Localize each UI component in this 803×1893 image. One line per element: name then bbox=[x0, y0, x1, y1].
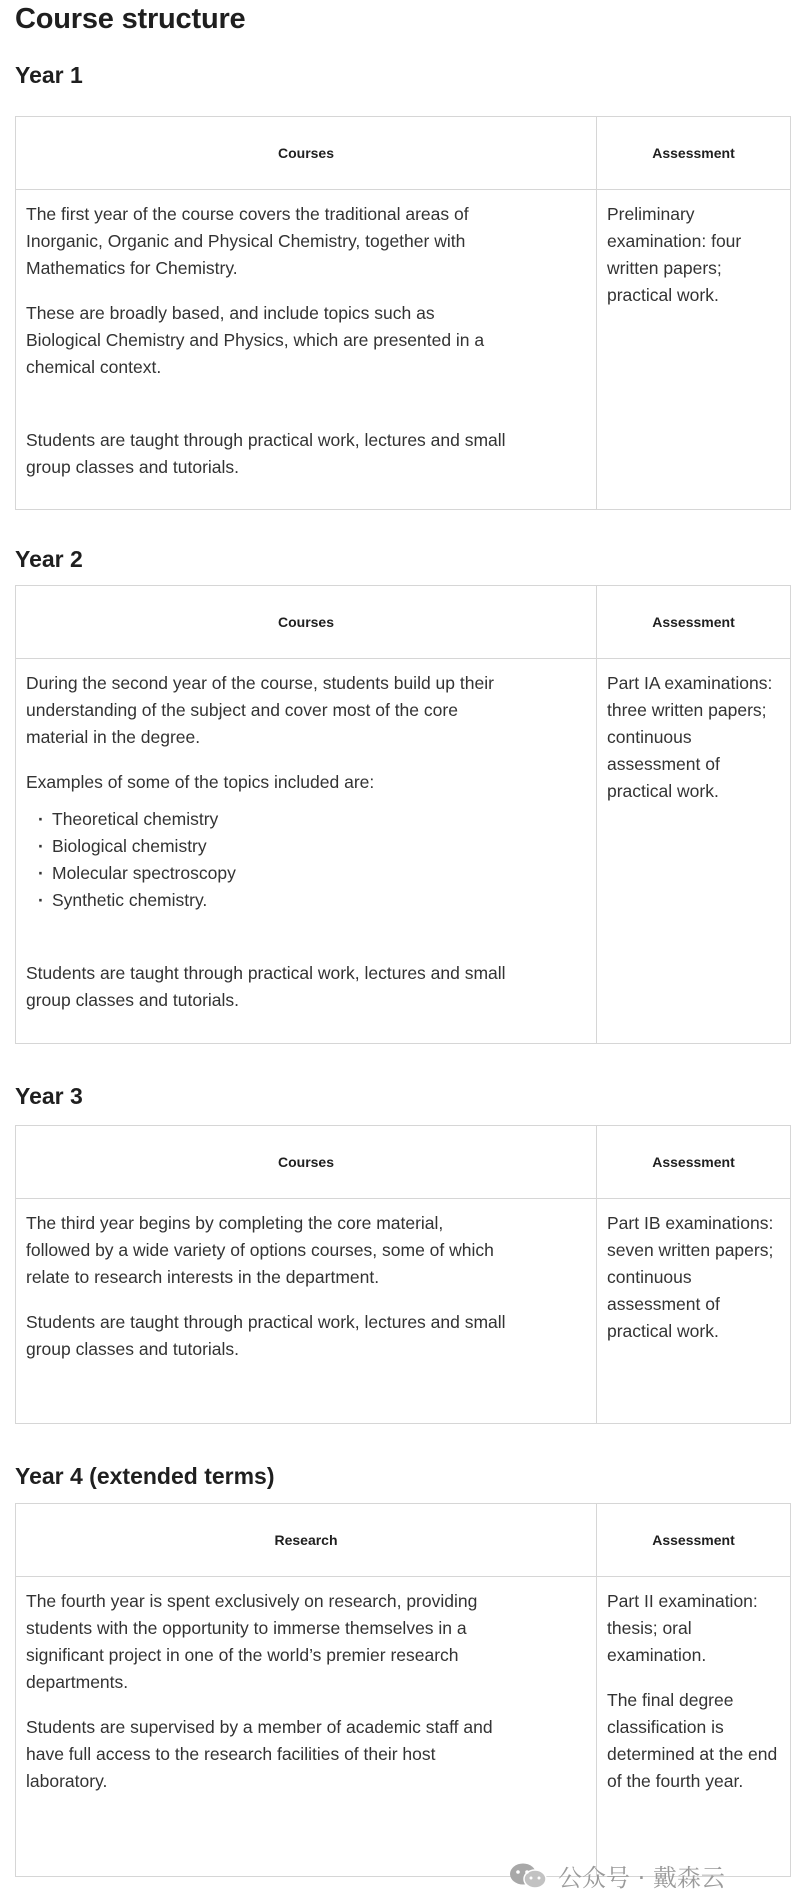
assessment-cell bbox=[597, 1577, 791, 1877]
year-3-table bbox=[15, 1125, 791, 1424]
assessment-cell bbox=[597, 659, 791, 1044]
course-paragraph: Students are taught through practical work, lectures and small group classes and tutorials. bbox=[26, 430, 506, 477]
table-row bbox=[16, 190, 791, 510]
table-header-row bbox=[16, 586, 791, 659]
table-row bbox=[16, 1199, 791, 1424]
table-row bbox=[16, 659, 791, 1044]
assessment-cell bbox=[597, 190, 791, 510]
assessment-column-header: Assessment bbox=[597, 117, 791, 190]
courses-cell bbox=[16, 190, 597, 510]
research-column-header: Research bbox=[16, 1504, 597, 1577]
year-3-heading: Year 3 bbox=[15, 1083, 83, 1109]
courses-cell bbox=[16, 1199, 597, 1424]
course-paragraph: Students are supervised by a member of academic staff and have full access to the research facilities of their host laboratory. bbox=[26, 1717, 493, 1791]
assessment-column-header: Assessment bbox=[597, 586, 791, 659]
assessment-column-header: Assessment bbox=[597, 1126, 791, 1199]
course-paragraph: The fourth year is spent exclusively on research, providing students with the opportunity to immerse themselves in a significant project in one of the world’s premier research departments. bbox=[26, 1591, 478, 1692]
course-paragraph: The first year of the course covers the traditional areas of Inorganic, Organic and Physical Chemistry, together with Mathematics for Chemistry. bbox=[26, 204, 469, 278]
year-4-table bbox=[15, 1503, 791, 1877]
course-paragraph: These are broadly based, and include topics such as Biological Chemistry and Physics, which are presented in a chemical context. bbox=[26, 303, 485, 377]
course-paragraph: The third year begins by completing the core material, followed by a wide variety of options courses, some of which relate to research interests in the department. bbox=[26, 1213, 494, 1287]
assessment-cell bbox=[597, 1199, 791, 1424]
assessment-column-header: Assessment bbox=[597, 1504, 791, 1577]
table-header-row bbox=[16, 1504, 791, 1577]
topics-list bbox=[26, 806, 506, 914]
list-item: · Biological chemistry bbox=[52, 833, 506, 860]
courses-column-header: Courses bbox=[16, 117, 597, 190]
assessment-text: Part IB examinations: seven written papers; continuous assessment of practical work. bbox=[607, 1213, 774, 1341]
wechat-icon bbox=[508, 1861, 550, 1891]
year-1-heading: Year 1 bbox=[15, 62, 83, 88]
courses-cell bbox=[16, 659, 597, 1044]
year-1-table bbox=[15, 116, 791, 510]
assessment-text: Part IA examinations: three written papers; continuous assessment of practical work. bbox=[607, 673, 773, 801]
course-paragraph: During the second year of the course, students build up their understanding of the subject and cover most of the core material in the degree. bbox=[26, 673, 494, 747]
watermark bbox=[508, 1858, 725, 1893]
year-4-heading: Year 4 (extended terms) bbox=[15, 1463, 275, 1489]
page-title: Course structure bbox=[15, 3, 246, 35]
list-item: · Molecular spectroscopy bbox=[52, 860, 506, 887]
assessment-text: The final degree classification is determined at the end of the fourth year. bbox=[607, 1690, 778, 1791]
courses-column-header: Courses bbox=[16, 1126, 597, 1199]
course-paragraph: Students are taught through practical work, lectures and small group classes and tutorials. bbox=[26, 1312, 506, 1359]
research-cell bbox=[16, 1577, 597, 1877]
watermark-text: 公众号 · 戴森云 bbox=[558, 1864, 725, 1892]
table-row bbox=[16, 1577, 791, 1877]
list-item: · Theoretical chemistry bbox=[52, 806, 506, 833]
assessment-text: Preliminary examination: four written papers; practical work. bbox=[607, 204, 742, 305]
table-header-row bbox=[16, 1126, 791, 1199]
course-paragraph: Examples of some of the topics included are: bbox=[26, 772, 375, 792]
assessment-text: Part II examination: thesis; oral examination. bbox=[607, 1591, 758, 1665]
course-paragraph: Students are taught through practical work, lectures and small group classes and tutorials. bbox=[26, 963, 506, 1010]
year-2-table bbox=[15, 585, 791, 1044]
courses-column-header: Courses bbox=[16, 586, 597, 659]
table-header-row bbox=[16, 117, 791, 190]
year-2-heading: Year 2 bbox=[15, 546, 83, 572]
list-item: · Synthetic chemistry. bbox=[52, 887, 506, 914]
